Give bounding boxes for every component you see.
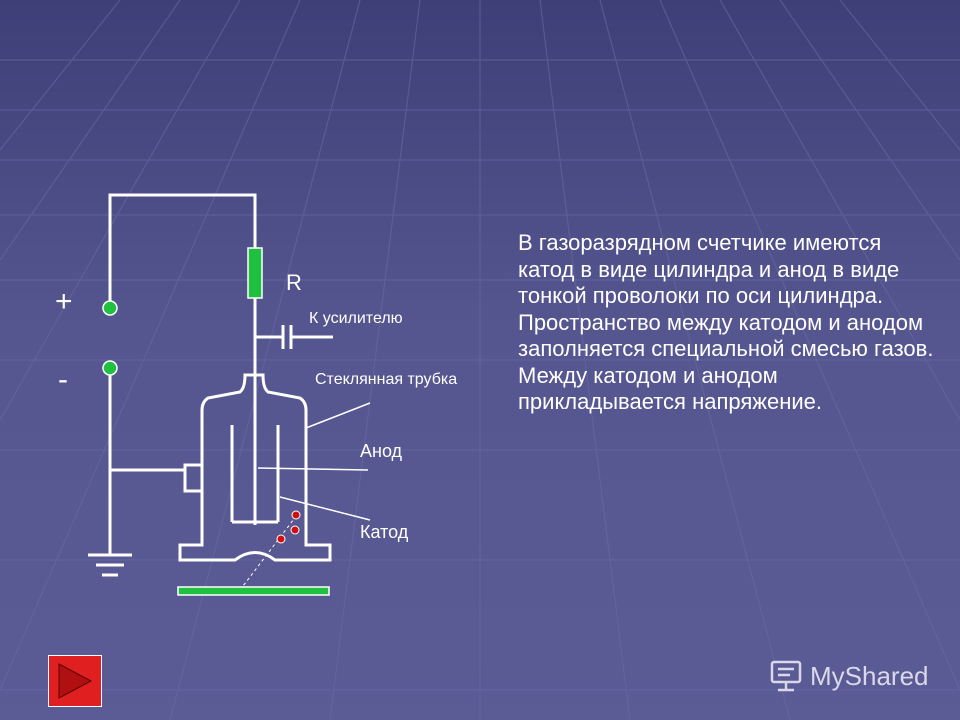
detector-plate [178,587,329,595]
back-button[interactable] [48,655,102,707]
brand-name: MyShared [810,660,929,691]
anode-label: Анод [360,441,403,461]
plus-terminal [103,301,117,315]
pointer-glass-tube [306,403,370,428]
ionization-particle [277,535,285,543]
pointer-anode [258,468,368,470]
plus-sign-label: + [55,285,73,318]
glass-tube-label: Стеклянная трубка [315,371,458,388]
back-arrow-icon [49,656,101,706]
minus-sign-label: - [58,363,68,396]
amplifier-label: К усилителю [309,310,403,327]
cathode-label: Катод [360,522,409,542]
resistor-label: R [286,270,302,295]
description-text: В газоразрядном счетчике имеются катод в виде цилиндра и анод в виде тонкой проволоки по оси цилиндра. Пространство между катодом и анодом заполняется специальной смесью газов. Между катодом и анодом прикладывается напряжение. [518,230,934,414]
wire-plus-to-resistor [110,195,255,307]
ionization-particle [291,526,299,534]
myshared-logo [768,656,929,696]
presentation-board-icon [768,658,804,694]
cathode-connector [185,465,202,491]
ground-symbol [88,555,132,575]
ionization-particle [292,511,300,519]
resistor [248,248,262,298]
minus-terminal [103,361,117,375]
